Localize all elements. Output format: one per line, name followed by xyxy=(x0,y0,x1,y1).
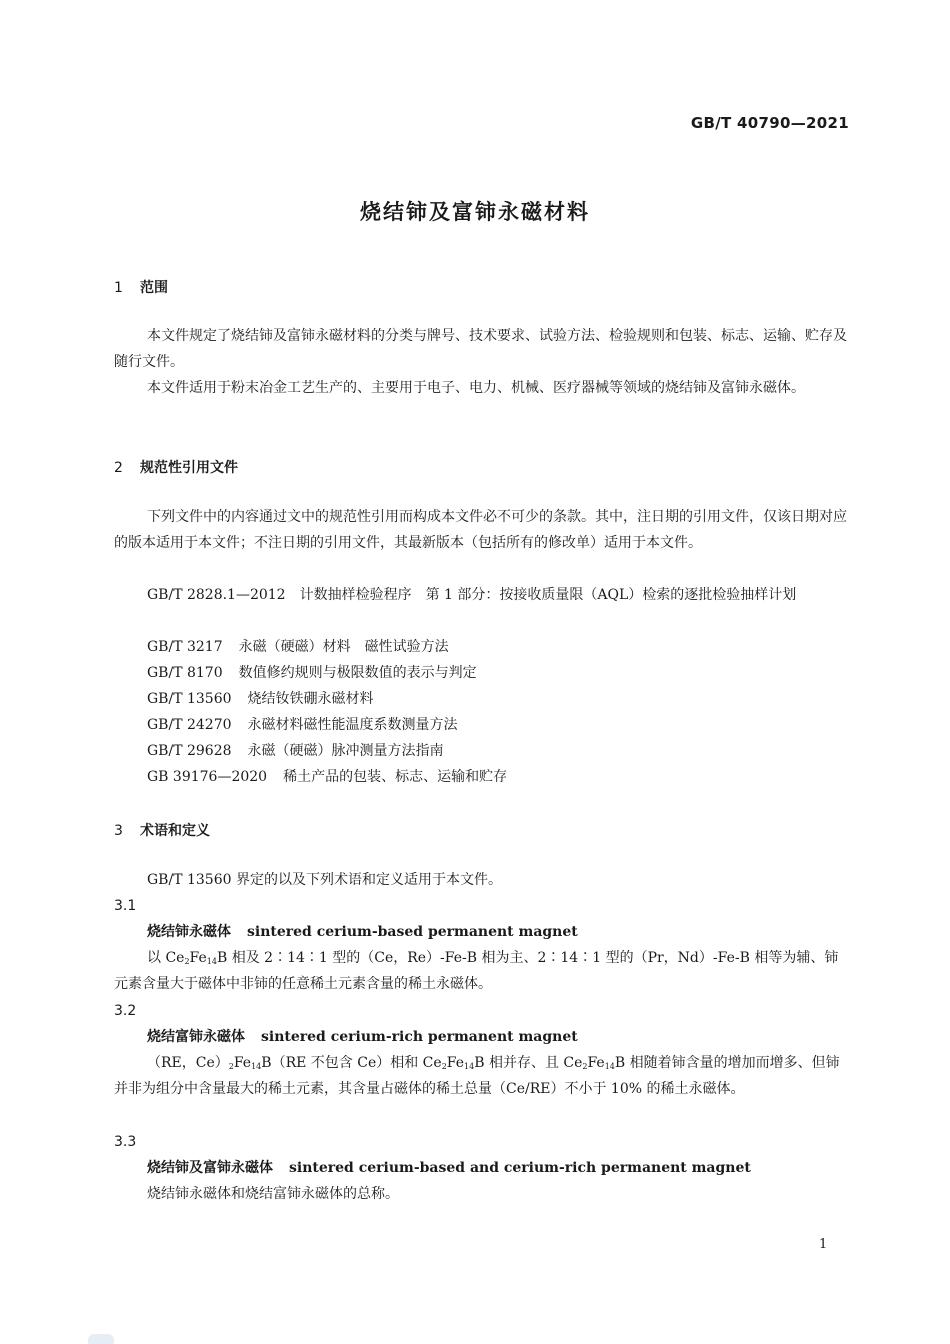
term-definition: （RE，$Ce)_2Fe_{14}B(RE$ 不包含 Ce）相和 $Ce_2Fe_{14}B$ 相并存、且 $Ce_2Fe_{14}B$ 相随着铈含量的增加而增多、但铈并非为组分中含量最大的稀土元素，其含量占磁体的稀土总量（Ce/RE）不小于 10% 的稀土永磁体。 xyxy=(114,1055,840,1097)
term-heading xyxy=(147,1024,578,1050)
section-3-heading xyxy=(114,820,210,840)
page-number: 1 xyxy=(819,1237,828,1252)
term-heading xyxy=(147,1155,751,1181)
term-english: sintered cerium-rich permanent magnet xyxy=(261,1029,578,1045)
normative-reference xyxy=(147,764,507,790)
terms-intro: GB/T 13560 界定的以及下列术语和定义适用于本文件。 xyxy=(147,872,502,888)
reference-code: GB/T 8170 xyxy=(147,665,223,681)
normative-reference xyxy=(147,738,444,764)
scope-paragraph-1: 本文件规定了烧结铈及富铈永磁材料的分类与牌号、技术要求、试验方法、检验规则和包装、标志、运输、贮存及随行文件。 xyxy=(114,328,847,370)
normative-reference xyxy=(147,712,458,738)
section-number: 3 xyxy=(114,823,123,839)
reference-title: 数值修约规则与极限数值的表示与判定 xyxy=(238,665,477,681)
reference-code: GB/T 24270 xyxy=(147,717,232,733)
term-number: 3.2 xyxy=(114,1003,137,1019)
term-english: sintered cerium-based and cerium-rich permanent magnet xyxy=(289,1160,751,1176)
section-title: 范围 xyxy=(140,280,168,296)
section-title: 规范性引用文件 xyxy=(140,460,238,476)
section-number: 2 xyxy=(114,460,123,476)
reference-title: 烧结钕铁硼永磁材料 xyxy=(247,691,374,707)
term-chinese: 烧结铈及富铈永磁体 xyxy=(147,1160,273,1176)
scope-paragraph-2: 本文件适用于粉末冶金工艺生产的、主要用于电子、电力、机械、医疗器械等领域的烧结铈及富铈永磁体。 xyxy=(147,380,805,396)
term-chinese: 烧结富铈永磁体 xyxy=(147,1029,245,1045)
term-definition: 烧结铈永磁体和烧结富铈永磁体的总称。 xyxy=(147,1186,399,1202)
reference-code: GB/T 3217 xyxy=(147,639,223,655)
normative-intro: 下列文件中的内容通过文中的规范性引用而构成本文件必不可少的条款。其中，注日期的引用文件，仅该日期对应的版本适用于本文件；不注日期的引用文件，其最新版本（包括所有的修改单）适用于本文件。 xyxy=(114,509,847,551)
section-number: 1 xyxy=(114,280,123,296)
reference-title: 永磁（硬磁）材料 磁性试验方法 xyxy=(238,639,449,655)
normative-reference-1: GB/T 2828.1—2012 计数抽样检验程序 第 1 部分：按接收质量限（AQL）检索的逐批检验抽样计划 xyxy=(147,587,797,603)
page-corner-mark xyxy=(88,1334,114,1344)
reference-title: 永磁（硬磁）脉冲测量方法指南 xyxy=(247,743,444,759)
reference-code: GB 39176—2020 xyxy=(147,769,268,785)
term-chinese: 烧结铈永磁体 xyxy=(147,924,231,940)
standard-code: GB/T 40790—2021 xyxy=(690,114,849,132)
normative-reference xyxy=(147,634,449,660)
reference-code: GB/T 29628 xyxy=(147,743,232,759)
reference-code: GB/T 13560 xyxy=(147,691,232,707)
section-2-heading xyxy=(114,457,238,477)
reference-title: 稀土产品的包装、标志、运输和贮存 xyxy=(283,769,508,785)
section-1-heading xyxy=(114,277,168,297)
term-definition: 以 $Ce_2Fe_{14}B$ 相及 2∶14∶1 型的（Ce，Re）-Fe-B 相为主、2∶14∶1 型的（Pr，Nd）-Fe-B 相等为辅、铈元素含量大于磁体中非铈的任意稀土元素含量的稀土永磁体。 xyxy=(114,950,839,992)
term-heading xyxy=(147,919,578,945)
term-number: 3.1 xyxy=(114,898,137,914)
term-number: 3.3 xyxy=(114,1134,137,1150)
document-title: 烧结铈及富铈永磁材料 xyxy=(360,200,590,224)
normative-reference xyxy=(147,686,374,712)
reference-title: 永磁材料磁性能温度系数测量方法 xyxy=(247,717,458,733)
normative-reference xyxy=(147,660,477,686)
term-english: sintered cerium-based permanent magnet xyxy=(247,924,578,940)
section-title: 术语和定义 xyxy=(140,823,210,839)
